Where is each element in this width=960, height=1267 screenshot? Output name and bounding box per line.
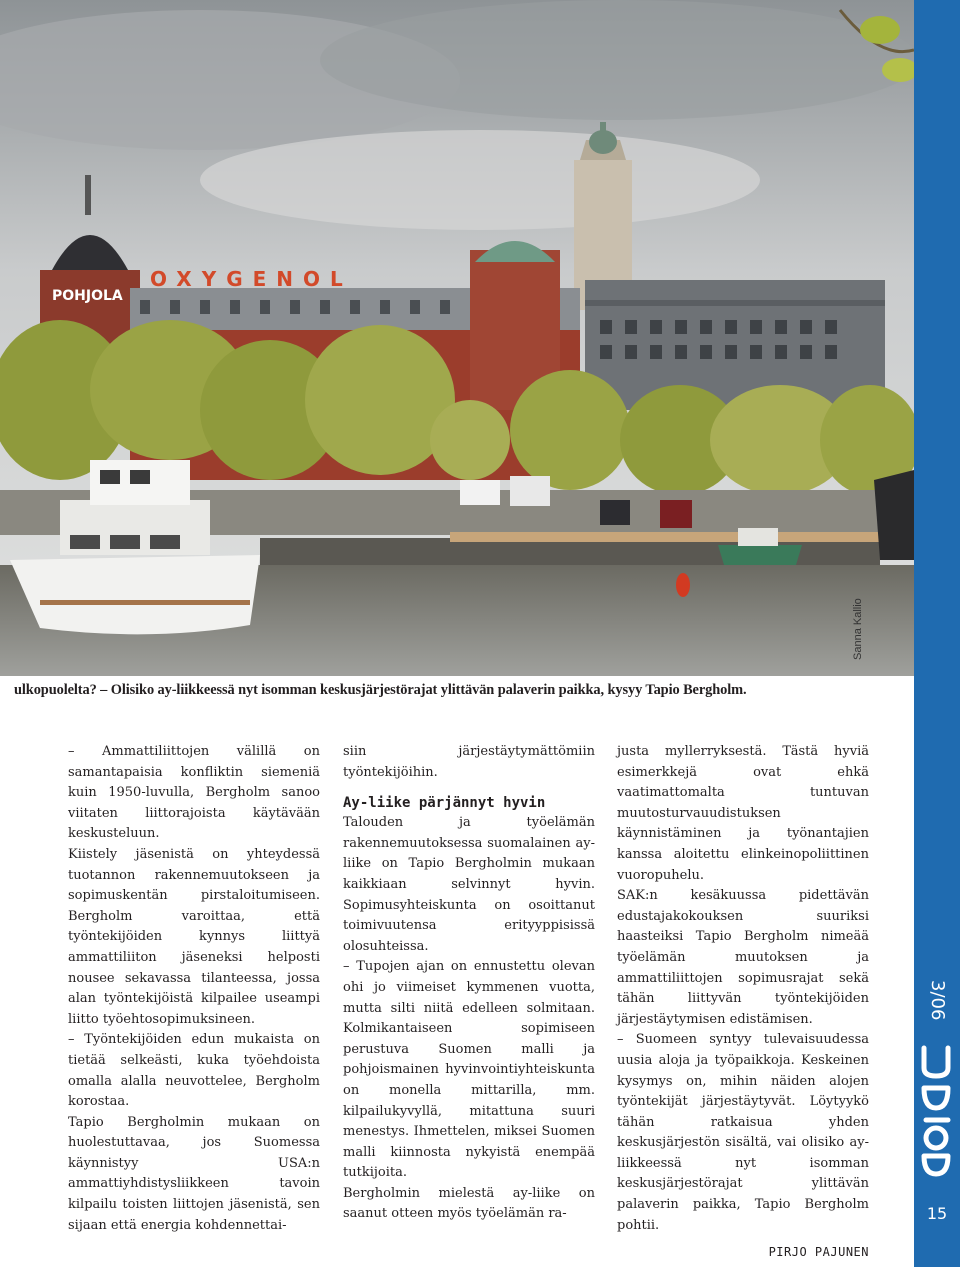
- oxygenol-sign: OXYGENOL: [150, 267, 353, 291]
- paragraph: – Suomeen syntyy tulevaisuudessa uusia aloja ja työpaikkoja. Keskeinen kysymys on, mihin näiden alojen työntekijät järjestäytyvät. Löytyykö tähän ratkaisua yhden keskusjärjestön sisältä, vai olisiko ay-liikkeessä nyt isomman keskusjärjestörajat ylittävän palaverin paikka, Tapio Bergholm pohtii.: [617, 1032, 869, 1233]
- issue-number: 3/06: [927, 979, 948, 1021]
- author-byline: PIRJO PAJUNEN: [768, 1245, 869, 1260]
- paragraph: – Tupojen ajan on ennustettu olevan ohi jo viimeiset kymmenen vuotta, mutta silti niitä edelleen solmitaan. Kolmikantaiseen sopimiseen perustuva Suomen malli ja pohjoismainen hyvinvointiyhteiskunta on monella mittarilla, mm. kilpailukyvyllä, mitattuna suuri menestys. Ihmettelen, miksei Suomen malli kiinnosta nykyistä enempää tutkijoita.: [343, 959, 595, 1181]
- paragraph: SAK:n kesäkuussa pidettävän edustajakokouksen suuriksi haasteiksi Tapio Bergholm nimeää työelämän muutoksen ja ammattiliittojen sopimusrajat sekä tähän liittyvän työntekijöiden järjestäytymisen edistämisen.: [617, 888, 869, 1027]
- article-column-2: [343, 742, 595, 1225]
- paragraph: – Työntekijöiden edun mukaista on tietää selkeästi, kuka työehdoista omalla alalla neuvottelee, Bergholm korostaa.: [68, 1032, 320, 1110]
- article-column-1: [68, 742, 320, 1236]
- section-heading: Ay-liike pärjännyt hyvin: [343, 795, 546, 812]
- pohjola-sign: POHJOLA: [52, 288, 123, 304]
- paragraph: Talouden ja työelämän rakennemuutoksessa suomalainen ay-liike on Tapio Bergholmin mukaan kaikkiaan selvinnyt hyvin. Sopimusyhteiskunta on osoittanut toimivuutensa erityyppisissä olosuhteissa.: [343, 815, 595, 954]
- paragraph: – Ammattiliittojen välillä on samantapaisia konfliktin siemeniä kuin 1950-luvulla, Bergholm sanoo viitaten liittorajoista käytävään keskusteluun.: [68, 744, 320, 842]
- article-column-3: [617, 742, 869, 1263]
- paragraph: siin järjestäytymättömiin työntekijöihin.: [343, 744, 595, 780]
- paragraph: justa myllerryksestä. Tästä hyviä esimerkkejä ovat ehkä vaatimattomalta tuntuvan muutosturvauudistuksen käynnistäminen ja työnantajien kanssa aloitettu elinkeinopoliittinen vuoropuhelu.: [617, 744, 869, 883]
- photo-credit: Sanna Kallio: [852, 598, 864, 660]
- paragraph: Bergholmin mielestä ay-liike on saanut otteen myös työelämän ra-: [343, 1185, 595, 1222]
- paragraph: Tapio Bergholmin mukaan on huolestuttavaa, jos Suomessa käynnistyy USA:n ammattiyhdistysliikkeen tavoin kilpailu toisten liittojen jäsenistä, sen sijaan että energia kohdennettai-: [68, 1114, 320, 1233]
- paragraph: Kiistely jäsenistä on yhteydessä tuotannon rakennemuutokseen ja sopimuskentän pirstaloitumiseen. Bergholm varoittaa, että työntekijöiden kynnys liittyä ammattiliiton jäseneksi helposti nousee sekavassa tilanteessa, jossa alan työntekijöistä kilpailee useampi liitto työehtosopimuksineen.: [68, 846, 320, 1027]
- photo-caption: ulkopuolelta? – Olisiko ay-liikkeessä nyt isomman keskusjärjestörajat ylittävän palaverin paikka, kysyy Tapio Bergholm.: [14, 682, 747, 698]
- union-logo-icon: [914, 1038, 960, 1178]
- page-number: 15: [926, 1204, 948, 1223]
